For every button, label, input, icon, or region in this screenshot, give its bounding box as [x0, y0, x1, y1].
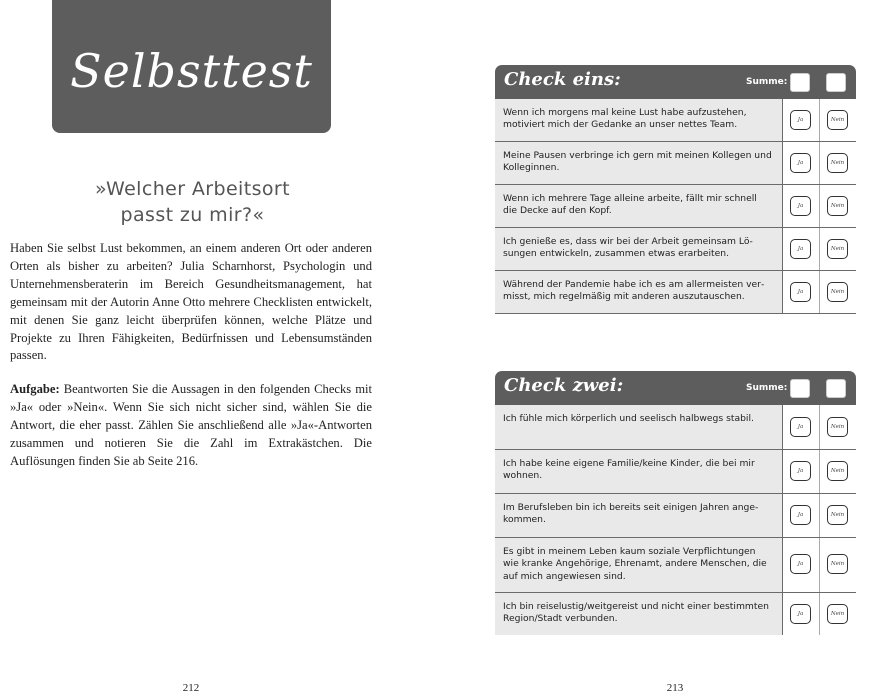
- no-checkbox[interactable]: Nein: [827, 282, 848, 302]
- checklist-row: [495, 99, 856, 142]
- statement: Ich habe keine eigene Familie/keine Kinder, die bei mir wohnen.: [503, 458, 755, 482]
- no-cell: [819, 185, 856, 227]
- checklist-row: [495, 271, 856, 314]
- sum-box[interactable]: [790, 73, 810, 92]
- statement: Während der Pandemie habe ich es am allermeisten vermisst, mich regelmäßig mit anderen auszutauschen.: [503, 279, 765, 303]
- yes-checkbox[interactable]: Ja: [790, 461, 811, 481]
- yes-checkbox[interactable]: Ja: [790, 239, 811, 259]
- no-checkbox[interactable]: Nein: [827, 461, 848, 481]
- checklist-row: [495, 593, 856, 635]
- sum-label: Summe:: [746, 77, 788, 87]
- check-one-title: Check eins:: [504, 69, 621, 90]
- check-one-card: [495, 65, 856, 314]
- sum-box[interactable]: [790, 379, 810, 398]
- checklist-row: [495, 450, 856, 494]
- statement: Wenn ich mehrere Tage alleine arbeite, fällt mir schnell die Decke auf den Kopf.: [503, 193, 757, 217]
- no-checkbox[interactable]: Nein: [827, 110, 848, 130]
- no-checkbox[interactable]: Nein: [827, 417, 848, 437]
- page-title: Selbsttest: [70, 44, 313, 98]
- yes-cell: [782, 593, 819, 635]
- yes-cell: [782, 538, 819, 592]
- subtitle-line-1: »Welcher Arbeitsort: [95, 178, 290, 200]
- statement: Ich bin reiselustig/weitgereist und nicht einer bestimmten Region/Stadt verbunden.: [503, 601, 769, 625]
- yes-cell: [782, 494, 819, 537]
- task-text: Beantworten Sie die Aussagen in den folgenden Checks mit »Ja« oder »Nein«. Wenn Sie sich nicht sicher sind, wählen Sie die Antwort, die eher passt. Zählen Sie anschließend alle »Ja«-Antworten zusammen und notieren Sie die Zahl im Extrakästchen. Die Auflösungen finden Sie ab Seite 216.: [10, 382, 372, 468]
- statement: Im Berufsleben bin ich bereits seit einigen Jahren angekommen.: [503, 502, 759, 526]
- task-paragraph: [10, 381, 372, 471]
- sum-box[interactable]: [826, 73, 846, 92]
- no-cell: [819, 142, 856, 184]
- no-cell: [819, 593, 856, 635]
- statement: Meine Pausen verbringe ich gern mit meinen Kollegen und Kolleginnen.: [503, 150, 772, 174]
- statement: Ich genieße es, dass wir bei der Arbeit gemeinsam Lösungen entwickeln, zusammen etwas erarbeiten.: [503, 236, 753, 260]
- yes-checkbox[interactable]: Ja: [790, 196, 811, 216]
- statement: Es gibt in meinem Leben kaum soziale Verpflichtungen wie kranke Angehörige, Ehrenamt, andere Menschen, die auf mich angewiesen sind.: [503, 546, 767, 582]
- yes-checkbox[interactable]: Ja: [790, 110, 811, 130]
- sum-label: Summe:: [746, 383, 788, 393]
- sum-box[interactable]: [826, 379, 846, 398]
- check-two-card: [495, 371, 856, 635]
- no-checkbox[interactable]: Nein: [827, 196, 848, 216]
- checklist-row: [495, 142, 856, 185]
- yes-checkbox[interactable]: Ja: [790, 417, 811, 437]
- checklist-row: [495, 405, 856, 450]
- yes-cell: [782, 271, 819, 313]
- subtitle-line-2: passt zu mir?«: [120, 204, 265, 226]
- check-two-header: [495, 371, 856, 405]
- no-checkbox[interactable]: Nein: [827, 554, 848, 574]
- statement: Wenn ich morgens mal keine Lust habe aufzustehen, motiviert mich der Gedanke an unser nettes Team.: [503, 107, 747, 131]
- intro-paragraph: Haben Sie selbst Lust bekommen, an einem anderen Ort oder anderen Orten als bisher zu arbeiten? Julia Scharnhorst, Psychologin und Unternehmensberaterin im Bereich Gesundheitsmanagement, hat gemeinsam mit der Autorin Anne Otto mehrere Checklisten entwickelt, mit denen Sie ganz leicht überprüfen können, welche Plätze und Projekte zu Ihren Fähigkeiten, Bedürfnissen und Lebensumständen passen.: [10, 241, 372, 363]
- no-cell: [819, 405, 856, 449]
- yes-checkbox[interactable]: Ja: [790, 153, 811, 173]
- no-checkbox[interactable]: Nein: [827, 604, 848, 624]
- yes-cell: [782, 405, 819, 449]
- checklist-row: [495, 494, 856, 538]
- no-cell: [819, 271, 856, 313]
- yes-checkbox[interactable]: Ja: [790, 604, 811, 624]
- check-two-title: Check zwei:: [504, 375, 624, 396]
- yes-cell: [782, 185, 819, 227]
- checklist-row: [495, 228, 856, 271]
- page-number-right: 213: [666, 682, 684, 694]
- yes-checkbox[interactable]: Ja: [790, 505, 811, 525]
- yes-cell: [782, 99, 819, 141]
- no-cell: [819, 450, 856, 493]
- no-checkbox[interactable]: Nein: [827, 505, 848, 525]
- yes-checkbox[interactable]: Ja: [790, 554, 811, 574]
- statement: Ich fühle mich körperlich und seelisch halbwegs stabil.: [503, 413, 754, 424]
- no-checkbox[interactable]: Nein: [827, 239, 848, 259]
- check-one-header: [495, 65, 856, 99]
- task-label: Aufgabe:: [10, 382, 60, 396]
- no-checkbox[interactable]: Nein: [827, 153, 848, 173]
- yes-checkbox[interactable]: Ja: [790, 282, 811, 302]
- no-cell: [819, 228, 856, 270]
- no-cell: [819, 99, 856, 141]
- title-banner: [52, 0, 331, 133]
- no-cell: [819, 538, 856, 592]
- page-number-left: 212: [182, 682, 200, 694]
- checklist-row: [495, 185, 856, 228]
- yes-cell: [782, 228, 819, 270]
- checklist-row: [495, 538, 856, 593]
- yes-cell: [782, 450, 819, 493]
- no-cell: [819, 494, 856, 537]
- yes-cell: [782, 142, 819, 184]
- subtitle: [50, 176, 335, 228]
